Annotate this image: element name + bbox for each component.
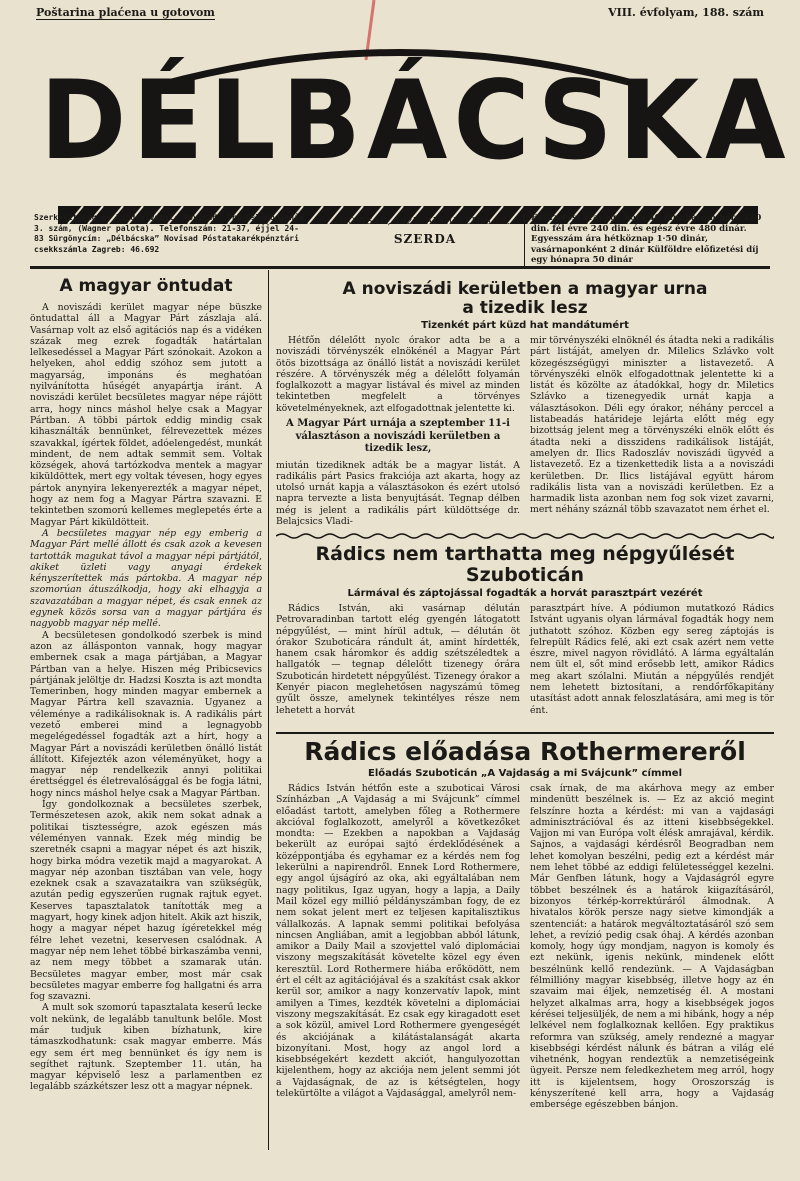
article1-highlight: A Magyar Párt urnája a szeptember 11-i választáson a noviszádi kerületben a tizedik lesz,	[286, 418, 510, 455]
article1-col2	[530, 335, 774, 527]
paragraph: Így gondolkoznak a becsületes szerbek, Természetesen azok, akik nem sokat adnak a politikai tisztességre, azok egészen más véleményen vannak. Ezek még mindig be szeretnék csapni a magyar népet és azt hiszik, hogy birka módra vezetik majd a magyarokat. A magyar nép azonban tisztában van vele, hogy ezeknek csak a szavazataikra van szükségük, azután pedig egyszerűen rugnak rajtuk egyet. Keserves tapasztalatok tanították meg a magyart, hogy kinek adjon hitelt. Akik azt hiszik, hogy a magyar népet hazug ígéretekkel még félre lehet vezetni, keservesen csalódnak. A magyar nép nem lehet többé birkaszámba venni, az nem megy többet a szamarak után. Becsületes magyar ember, most már csak becsületes magyar emberre fog hallgatni és arra fog szavazni.	[30, 799, 262, 1003]
article-radics-rothermere	[276, 738, 774, 1158]
paragraph: mir törvényszéki elnöknél és átadta neki a radikális párt listáját, amelyen dr. Milelics Szlávko volt közegészségügyi miniszter a listavezető. A törvényszéki elnök elfogadottnak jelentette ki a listát és közölte az átadókkal, hogy dr. Miletics Szlávko a tizenegyedik urnát kapja a választásokon. Déli egy órakor, néhány perccel a listabeadás határideje lejárta előtt még egy bizottság jelent meg a törvényszéki elnök előtt és átadta neki a disszidens radikálisok listáját, amelyen dr. Ilics Radoszláv noviszádi ügyvéd a listavezető. Ez a tizenkettedik lista a a noviszádi kerületben. Dr. Ilics listájával együtt három radikális lista van a noviszádi kerületben. Ez a harmadik lista azonban nem fog sok vizet zavarni, mert néhány száznál több szavazatot nem érhet el.	[530, 335, 774, 516]
top-line	[36, 6, 764, 24]
article3-title: Rádics előadása Rothermereről	[304, 738, 746, 766]
article2-title-line1: Rádics nem tarthatta meg népgyűlését	[315, 544, 735, 565]
article3-col2	[530, 783, 774, 1111]
newspaper-title: DÉLBÁCSKA	[40, 55, 792, 185]
article-radics-nepgyules	[276, 544, 774, 728]
article2-subhead: Lármával és záptojással fogadták a horvát parasztpárt vezérét	[347, 588, 703, 599]
issue-day: SZERDA	[393, 231, 457, 246]
left-article-title: A magyar öntudat	[59, 276, 233, 296]
header-rule	[30, 266, 770, 269]
article1-title-line1: A noviszádi kerületben a magyar urna	[342, 280, 708, 299]
article2-title-line2: Szuboticán	[465, 564, 585, 586]
left-article-body	[30, 302, 262, 1093]
paragraph: Rádics István, aki vasárnap délután Petrovaradinban tartott elég gyengén látogatott népgyűlést, — mint hírül adtuk, — délután öt órakor Szuboticára rándult át, amint hírdették, hanem csak háromkor és addig szétszéledtek a hallgatók — tegnap délelőtt tizenegy órára Szuboticán hirdetett népgyűlést. Tizenegy órakor a Kenyér piacon meglehetősen nagyszámú tömeg gyűlt össze, amelynek tekintélyes része nem lehetett a horvát	[276, 603, 520, 716]
paragraph: Rádics István hétfőn este a szuboticai Városi Színházban „A Vajdaság a mi Svájcunk” címmel előadást tartott, amelyben főleg a Rothermere akcióval foglalkozott, amelyről a következőket mondta: — Ezekben a napokban a Vajdaság bekerült az európai sajtó érdeklődésének a középpontjába és egyhamar ez a kérdés nem fog lekerülni a napirendről. Ennek Lord Rothermere, egy angol újságíró az oka, aki egyáltalában nem nagy politikus, Igaz ugyan, hogy a lapja, a Daily Mail közel egy millió példányszámban fogy, de ez nem sokat jelent mert ez teljesen kapitalisztikus vállalkozás. A lapnak semmi politikai befolyása nincsen Angliában, amit a legjobban abból látunk, amikor a Daily Mail a szovjettel való diplomáciai viszony megszakítását követelte közel egy éven keresztül. Lord Rothermere hiába erőködött, nem ért el célt az agitációjával és a szakítást csak akkor kerül sor, amikor a nagy konzervatív lapok, mint amilyen a Times, kezdték követelni a diplomáciai viszony megszakítását. Ez csak egy kiragadott eset a sok közül, amivel Lord Rothermere gyengeségét és akciójának a kilátástalanságát akarta bizonyítani. Most, hogy az angol lord a kisebbségekért kezdett akciót, hangulyozottan kijelenthem, hogy az akciója nem jelent semmi jót a Vajdaságnak, de az is kétségtelen, hogy telekürtölte a világot a Vajdasággal, amelyről nem-	[276, 783, 520, 1100]
editorial-info: Szerkesztőség és kiadóhivatal: Novisad, Trg Oslobodjenja 3. szám, (Wagner palota). Telefonszám: 21-37, éjjel 24-83 Sürgönycím: „Délbácska” Novisad Póstatakarékpénztári csekkszámla Zagreb: 46.692	[34, 213, 304, 254]
article3-body	[276, 783, 774, 1111]
section-rule	[276, 732, 774, 734]
divider-wave-icon	[276, 532, 774, 540]
article2-col1	[276, 603, 520, 716]
masthead	[40, 30, 792, 210]
article-noviszad-urna	[276, 280, 774, 528]
left-column	[30, 276, 262, 1156]
date-block	[320, 217, 530, 244]
paragraph: miután tizediknek adták be a magyar listát. A radikális párt Pasics frakciója azt akarta, hogy az utolsó urnát kapja a választásokon és ezért utolsó napra tervezte a lista benyujtását. Tegnap délben még is jelent a radikális párt küldöttsége dr. Belajcsics Vladi-	[276, 459, 520, 528]
issue-date: NOVISAD, 1927. AUGUSZTUS 17.	[339, 217, 511, 227]
info-bar	[34, 213, 764, 263]
article1-subhead: Tizenkét párt küzd hat mandátumért	[421, 320, 629, 331]
volume-number: VIII. évfolyam, 188. szám	[608, 6, 764, 19]
subscription-info: Előfizetési ára: egy hóra 40 din; három hóra 120 din. fél évre 240 din. és egész évre 480 dinár. Egyesszám ára hétköznap 1·50 dinár, vasárnaponként 2 dinár Külföldre előfizetési díj egy hónapra 50 dinár	[524, 213, 771, 266]
paragraph: A becsületes magyar nép egy emberig a Magyar Párt mellé állott és csak azok a kevesen tartották magukat távol a magyar népi pártjától, akiket üzleti vagy anyagi érdekek kényszerítettek más pártokba. A magyar nép szomorúan átuszálkodja, hogy aki elhagyja a szavazatában a magyar népet, és csak ennek az egynek közös sorsa van a magyar pártjára és nagyobb magyar nép mellé.	[30, 527, 262, 630]
article2-body	[276, 603, 774, 716]
paragraph: A noviszádi kerület magyar népe büszke öntudattal áll a Magyar Párt zászlaja alá. Vasárnap volt az első agitációs nap és a vidéken százak meg ezrek fogadták határtalan lelkesedéssel a Magyar Párt szónokait. Azokon a helyeken, ahol eddig szóhoz sem jutott a magyarság, imponáns és meghatóan nyilvánította hűségét anyapártja iránt. A noviszádi kerület becsületes magyar népe rájött arra, hogy nincs máshol helye csak a Magyar Pártban. A többi pártok eddig mindig csak kihasználták bennünket, félrevezettek mézes szavakkal, ígértek földet, adóelengedést, munkát mindent, de nem adtak semmit sem. Voltak községek, ahová tartózkodva mentek a magyar kiküldöttek, mert egy voltak tévesen, hogy egyes pártok anynyira lekenyerezték a magyar népet, hogy az nem fog a Magyar Pártra szavazni. E tekintetben szomorú kellemes meglepetés érte a Magyar Párt kiküldötteit.	[30, 302, 262, 528]
article2-col2	[530, 603, 774, 716]
article1-body	[276, 335, 774, 527]
article1-col1	[276, 335, 520, 527]
paragraph: csak írnak, de ma akárhova megy az ember mindenütt beszélnek is. — Ez az akció megint felszínre hozta a kérdést: mi van a vajdasági adminisztrációval és az itteni kisebbségekkel. Vajjon mi van Európa volt élésk amrajával, kérdik. Sajnos, a vajdasági kérdésről Beogradban nem lehet komolyan beszélni, pedig ezt a kérdést már nem lehet többé az eddigi felületességgel kezelni. Már Genfben látunk, hogy a Vajdaságról egyre többet beszélnek és a határok kiigazításáról, bizonyos térkép-korrektúráról álmodnak. A hivatalos körök persze nagy sietve kimondják a szentenciát: a határok megváltoztatásáról szó sem lehet, a revízió pedig csak óhaj. A kérdés azonban komoly, hogy úgy mondjam, nagyon is komoly és ezt nekünk, igenis nekünk, mindenek előtt beszélnünk kellő rendezünk. — A Vajdaságban félmillióny magyar kisebbség, illetve hogy az én szavaim mai éljek, nemzetiség él. A mostani helyzet alkalmas arra, hogy a kisebbségek jogos kérései teljesüljék, de nem a mi hibánk, hogy a nép lelkével nem foglalkoznak kellően. Egy praktikus reformra van szükség, amely rendezné a magyar kisebbségi kérdést nálunk és bátran a világ elé vihetnénk, hogyan rendeztük a nemzetiségeink ügyeit. Persze nem feledkezhetem meg arról, hogy itt is kijelentsem, hogy Oroszország is kényszerítené kell arra, hogy a Vajdaság embersége egészebben bánjon.	[530, 783, 774, 1111]
article3-subhead: Előadás Szuboticán „A Vajdaság a mi Svájcunk” címmel	[367, 768, 682, 779]
postage-note: Poštarina plaćena u gotovom	[36, 6, 215, 19]
paragraph: parasztpárt híve. A pódiumon mutatkozó Rádics Istvánt ugyanis olyan lármával fogadták hogy nem juthatott szóhoz. Közben egy sereg záptojás is felrepült Rádics felé, aki ezt csak azért nem vette észre, mivel nagyon rövidlátó. A lárma egyáltalán nem ült el, sőt mind erősebb lett, amikor Rádics meg akart szólalni. Miután a népgyűlés rendjét nem lehetett biztosítani, a rendőrfőkapitány utasítást adott annak feloszlatására, ami meg is tör ént.	[530, 603, 774, 716]
paragraph: A becsületesen gondolkodó szerbek is mind azon az állásponton vannak, hogy magyar embernek csak a maga pártjában, a Magyar Pártban van a helye. Hiszen még Pribicsevics pártjának jelöltje dr. Hadzsi Koszta is azt mondta Temerinben, hogy minden magyar embernek a Magyar Pártra kell szavaznia. Ugyanez a véleménye a radikálisoknak is. A radikális párt vezető emberei mind a legnagyobb megelégedéssel fogadták azt a hírt, hogy a Magyar Párt a noviszádi kerületben önálló listát állított. Kifejezték azon véleményüket, hogy a magyar nép rendelkezik annyi politikai érettséggel és életrevalósággal és be fogja látni, hogy nincs máshol helye csak a Magyar Pártban.	[30, 629, 262, 799]
paragraph: A mult sok szomorú tapasztalata keserű lecke volt nekünk, de legalább tanultunk belőle. Most már tudjuk kiben bízhatunk, kire támaszkodhatunk: csak magyar emberre. Más egy sem ért meg bennünket és így nem is segíthet rajtunk. Szeptember 11. után, ha magyar képviselő lesz a parlamentben ez legalább százkétszer lesz ott a magyar népnek.	[30, 1002, 262, 1093]
article3-col1	[276, 783, 520, 1111]
column-divider	[268, 270, 269, 1150]
paragraph: Hétfőn délelőtt nyolc órakor adta be a a noviszádi törvényszék elnökénél a Magyar Párt ötös bizottsága az önálló listát a noviszádi kerület részére. A törvényszék még a délelőtt folyamán foglalkozott a magyar listával és mivel az minden tekintetben megfelelt a törvényes követelményeknek, azt elfogadottnak jelentette ki.	[276, 335, 520, 414]
article1-title-line2: a tizedik lesz	[462, 298, 588, 318]
